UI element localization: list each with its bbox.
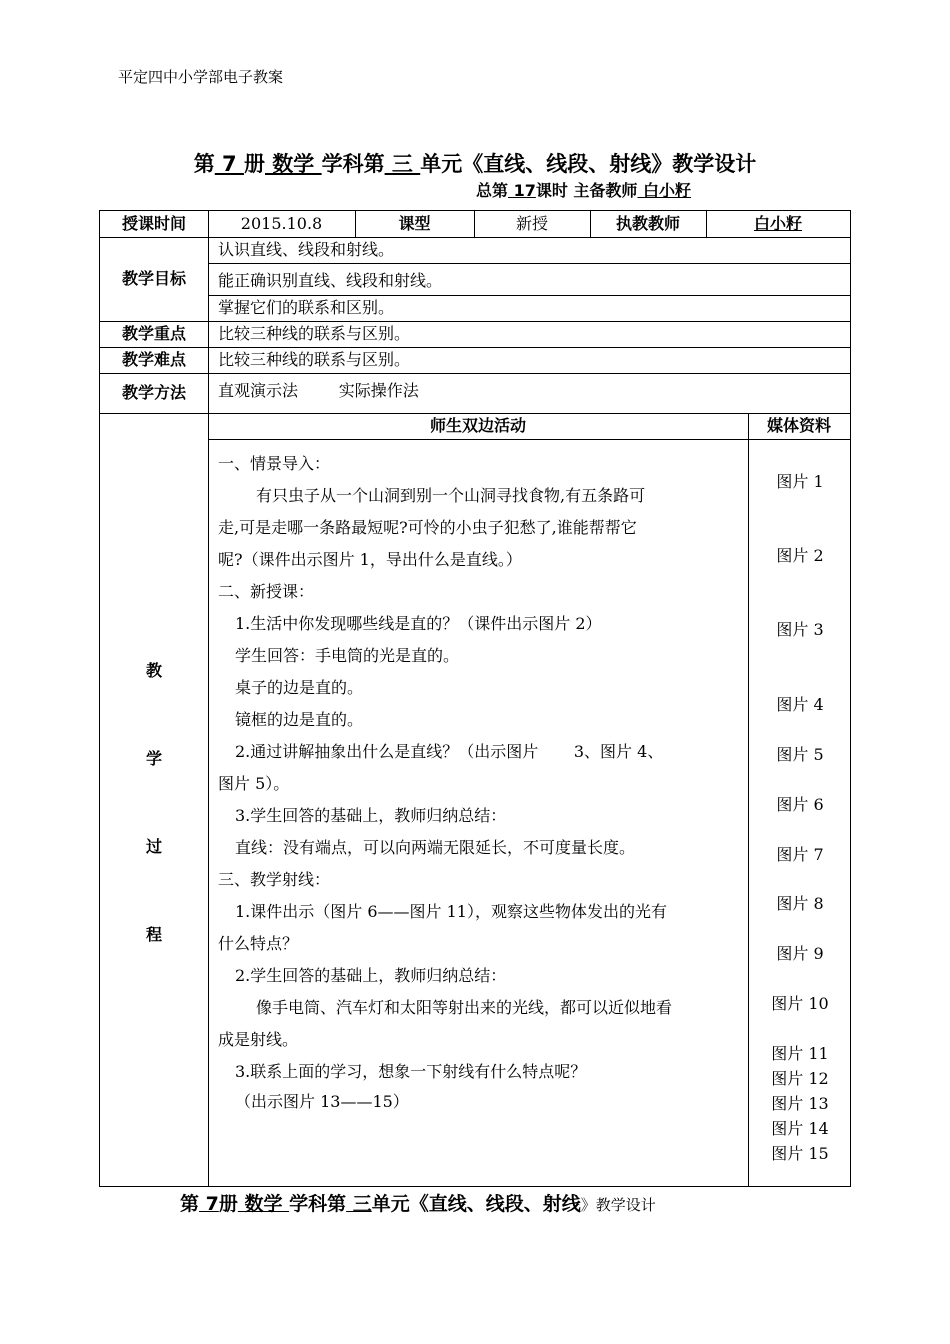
media-item: 图片 15 [771, 1144, 829, 1163]
process-label-char: 过 [145, 837, 162, 856]
document-header: 平定四中小学部电子教案 [118, 68, 284, 86]
activity-line: 1.生活中你发现哪些线是直的？（课件出示图片 2） [235, 614, 602, 633]
activity-line: 二、新授课： [218, 582, 315, 601]
method-label: 教学方法 [121, 383, 186, 402]
activity-line: 有只虫子从一个山洞到别一个山洞寻找食物,有五条路可 [256, 486, 646, 505]
media-item: 图片 9 [776, 944, 824, 963]
key-point-value: 比较三种线的联系与区别。 [218, 324, 411, 343]
type-value: 新授 [515, 214, 548, 233]
teacher-value: 白小籽 [753, 214, 802, 233]
page-footer-title: 第 7册 数学 学科第 三单元《直线、线段、射线》教学设计 [180, 1193, 656, 1215]
activity-line: 2.通过讲解抽象出什么是直线？（出示图片 3、图片 4、 [235, 742, 664, 761]
teacher-label: 执教教师 [615, 214, 680, 233]
media-item: 图片 5 [776, 745, 824, 764]
media-item: 图片 12 [771, 1069, 829, 1088]
difficulty-value: 比较三种线的联系与区别。 [218, 350, 411, 369]
time-value: 2015.10.8 [240, 214, 323, 233]
objective-item: 认识直线、线段和射线。 [218, 240, 395, 259]
type-label: 课型 [398, 214, 431, 233]
process-label-char: 程 [145, 925, 162, 944]
media-item: 图片 14 [771, 1119, 829, 1138]
activity-line: 2.学生回答的基础上，教师归纳总结： [235, 966, 507, 985]
media-item: 图片 2 [776, 546, 824, 565]
activity-line: 像手电筒、汽车灯和太阳等射出来的光线，都可以近似地看 [256, 998, 673, 1017]
activity-line: 三、教学射线： [218, 870, 331, 889]
objective-item: 能正确识别直线、线段和射线。 [218, 271, 443, 290]
activity-line: 桌子的边是直的。 [235, 678, 364, 697]
activity-line: 呢?（课件出示图片 1，导出什么是直线。） [218, 550, 522, 569]
difficulty-label: 教学难点 [121, 350, 186, 369]
activity-line: 镜框的边是直的。 [235, 710, 364, 729]
lesson-subtitle: 总第 17课时 主备教师 白小籽 [476, 181, 692, 200]
activity-line: 图片 5）。 [218, 774, 290, 793]
media-header: 媒体资料 [766, 416, 831, 435]
activity-line: 成是射线。 [218, 1030, 299, 1049]
process-label-char: 教 [145, 661, 162, 680]
media-item: 图片 11 [771, 1044, 829, 1063]
lesson-plan-table [99, 210, 851, 1187]
activity-line: （出示图片 13——15） [235, 1092, 409, 1111]
activity-line: 直线：没有端点，可以向两端无限延长，不可度量长度。 [235, 838, 636, 857]
objective-item: 掌握它们的联系和区别。 [218, 298, 395, 317]
media-item: 图片 8 [776, 894, 824, 913]
media-item: 图片 6 [776, 795, 824, 814]
activity-line: 什么特点？ [218, 934, 299, 953]
media-item: 图片 3 [776, 620, 824, 639]
activity-header: 师生双边活动 [429, 416, 526, 435]
objectives-label: 教学目标 [121, 269, 186, 288]
media-item: 图片 1 [776, 472, 824, 491]
media-item: 图片 10 [771, 994, 829, 1013]
media-item: 图片 4 [776, 695, 824, 714]
activity-line: 一、情景导入： [218, 454, 331, 473]
activity-line: 1.课件出示（图片 6——图片 11），观察这些物体发出的光有 [235, 902, 667, 921]
activity-line: 3.联系上面的学习，想象一下射线有什么特点呢？ [235, 1062, 587, 1081]
activity-line: 3.学生回答的基础上，教师归纳总结： [235, 806, 507, 825]
media-item: 图片 13 [771, 1094, 829, 1113]
time-label: 授课时间 [121, 214, 186, 233]
key-point-label: 教学重点 [121, 324, 186, 343]
lesson-title: 第 7 册 数学 学科第 三 单元《直线、线段、射线》教学设计 [193, 152, 757, 176]
activity-line: 学生回答：手电筒的光是直的。 [235, 646, 460, 665]
activity-line: 走,可是走哪一条路最短呢?可怜的小虫子犯愁了,谁能帮帮它 [218, 518, 637, 537]
media-item: 图片 7 [776, 845, 824, 864]
method-value: 直观演示法 实际操作法 [218, 381, 419, 400]
process-label-char: 学 [145, 749, 162, 768]
